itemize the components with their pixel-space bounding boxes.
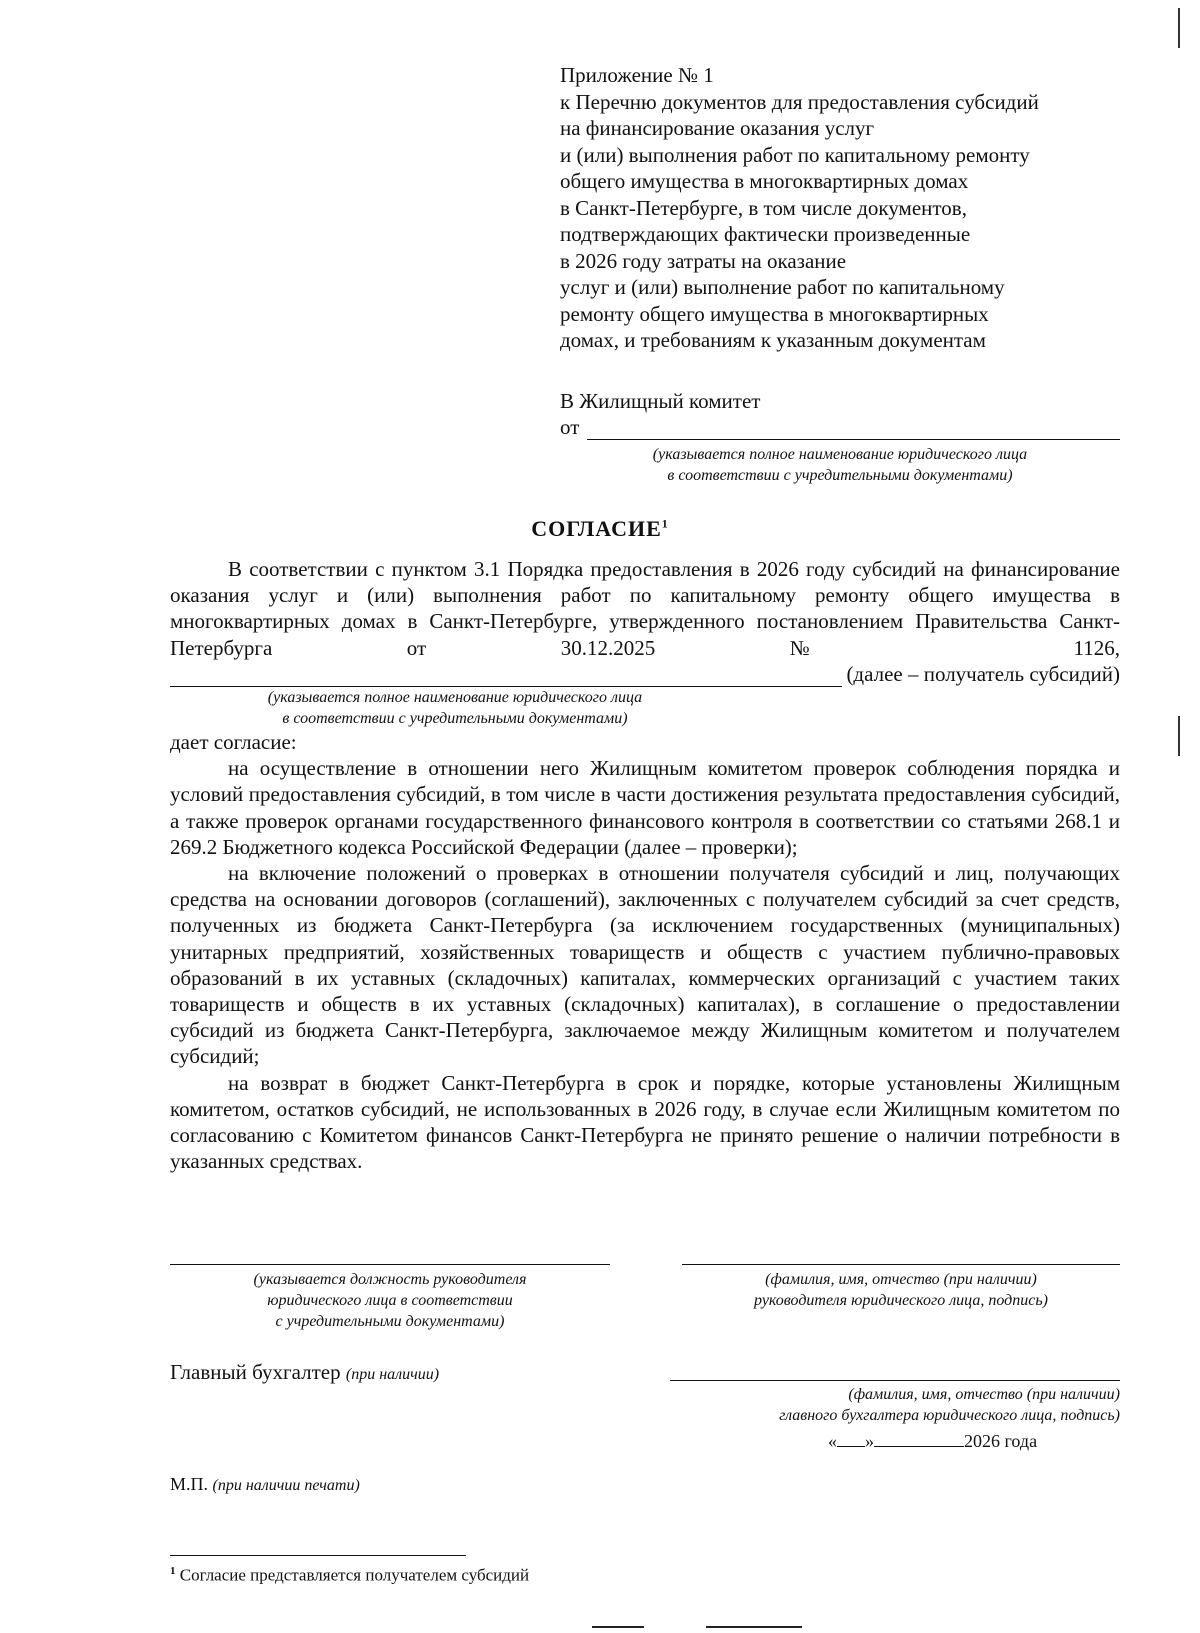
hint-line: (указывается полное наименование юридического лица [652,446,1028,463]
footnote-divider [170,1555,466,1556]
chief-accountant-label [170,1360,439,1385]
footnote [170,1565,529,1586]
consent-item: на осуществление в отношении него Жилищным комитетом проверок соблюдения порядка и условий предоставления субсидий, в том числе в части достижения результата предоставления субсидий, а также проверок органами государственного финансового контроля в соответствии со статьями 268.1 и 269.2 Бюджетного кодекса Российской Федерации (далее – проверки); [170,756,1120,859]
consent-item: на возврат в бюджет Санкт-Петербурга в срок и порядке, которые установлены Жилищным комитетом, остатков субсидий, не использованных в 2026 году, в случае если Жилищным комитетом по согласованию с Комитетом финансов Санкт-Петербурга не принято решение о наличии потребности в указанных средствах. [170,1070,1120,1174]
head-hint [682,1269,1120,1311]
hint-line: руководителя юридического лица, подпись) [754,1292,1048,1309]
hint-line: (указывается должность руководителя [253,1271,527,1288]
scan-bottom-mark [706,1626,802,1628]
stamp-note: (при наличии печати) [212,1477,360,1494]
hint-line: юридического лица в соответствии [267,1292,513,1309]
appendix-line: в 2026 году затраты на оказание [560,248,847,273]
appendix-line: общего имущества в многоквартирных домах [560,169,969,193]
appendix-line: к Перечню документов для предоставления субсидий [560,89,1039,114]
appendix-line: Приложение № 1 [560,63,714,87]
hint-line: главного бухгалтера юридического лица, подпись) [779,1407,1120,1424]
hint-line: в соответствии с учредительными документами) [282,710,628,728]
chief-signature [670,1378,1120,1426]
scan-bottom-mark [592,1626,644,1628]
date-row [828,1431,1037,1452]
stamp-label: М.П. [170,1474,209,1494]
position-signature [170,1262,610,1332]
hint-line: (фамилия, имя, отчество (при наличии) [765,1271,1037,1288]
hint-line: (фамилия, имя, отчество (при наличии) [848,1386,1120,1403]
document-body [170,556,1120,1174]
appendix-line: на финансирование оказания услуг [560,116,875,140]
appendix-line: домах, и требованиям к указанным документам [560,328,986,352]
head-input-line[interactable] [682,1262,1120,1265]
from-label: от [560,415,580,439]
scan-edge-mark [1178,8,1180,48]
title-text: СОГЛАСИЕ [531,516,662,541]
chief-label: Главный бухгалтер [170,1360,341,1384]
appendix-line: подтверждающих фактически произведенные [560,222,971,246]
position-hint [170,1269,610,1332]
footnote-text: Согласие представляется получателем субсидий [179,1565,530,1585]
addressee-block [560,388,1120,486]
chief-input-line[interactable] [670,1378,1120,1381]
chief-note: (при наличии) [345,1366,440,1383]
addressee-to: В Жилищный комитет [560,389,761,413]
date-month-line[interactable] [874,1432,964,1447]
date-open-quote: « [828,1431,837,1451]
from-input-line[interactable] [587,421,1120,440]
appendix-line: ремонту общего имущества в многоквартирных [560,301,989,326]
recipient-row [170,661,1120,687]
date-day-line[interactable] [837,1432,865,1447]
hint-line: (указывается полное наименование юридического лица [267,689,643,707]
footnote-mark: 1 [170,1565,176,1577]
appendix-line: в Санкт-Петербурге, в том числе документов, [560,195,967,220]
hint-line: в соответствии с учредительными документами) [667,467,1013,484]
date-year: 2026 года [964,1431,1038,1451]
stamp-block [170,1474,360,1495]
document-title [0,516,1200,542]
appendix-line: и (или) выполнения работ по капитальному ремонту [560,142,1030,167]
head-signature [682,1262,1120,1311]
chief-hint [670,1384,1120,1426]
from-row [560,414,1120,440]
hint-line: с учредительными документами) [275,1313,505,1330]
appendix-header [560,62,1160,354]
position-input-line[interactable] [170,1262,610,1265]
consent-item: на включение положений о проверках в отношении получателя субсидий и лиц, получающих средства на основании договоров (соглашений), заключенных с получателем субсидий за счет средств, полученных из бюджета Санкт-Петербурга (за исключением государственных (муниципальных) унитарных предприятий, хозяйственных товариществ и обществ с участием публично-правовых образований в их уставных (складочных) капиталах, коммерческих организаций с участием таких товариществ и обществ в их уставных (складочных) капиталах), в соглашение о предоставлении субсидий из бюджета Санкт-Петербурга, заключаемое между Жилищным комитетом и получателем субсидий; [170,861,1120,1069]
recipient-input-line[interactable] [170,666,842,687]
consent-head: дает согласие: [170,730,297,755]
recipient-suffix: (далее – получатель субсидий) [846,661,1120,686]
intro-paragraph: В соответствии с пунктом 3.1 Порядка предоставления в 2026 году субсидий на финансирование оказания услуг и (или) выполнения работ по капитальному ремонту общего имущества в многоквартирных домах в Санкт-Петербурге, утвержденного постановлением Правительства Санкт-Петербурга от 30.12.2025 № 1126, [170,557,1120,660]
date-close-quote: » [865,1431,874,1451]
scan-edge-mark [1178,716,1180,756]
recipient-hint [170,687,740,729]
appendix-line: услуг и (или) выполнение работ по капитальному [560,275,1005,299]
from-hint [560,444,1120,486]
title-footnote-mark: 1 [661,516,669,531]
